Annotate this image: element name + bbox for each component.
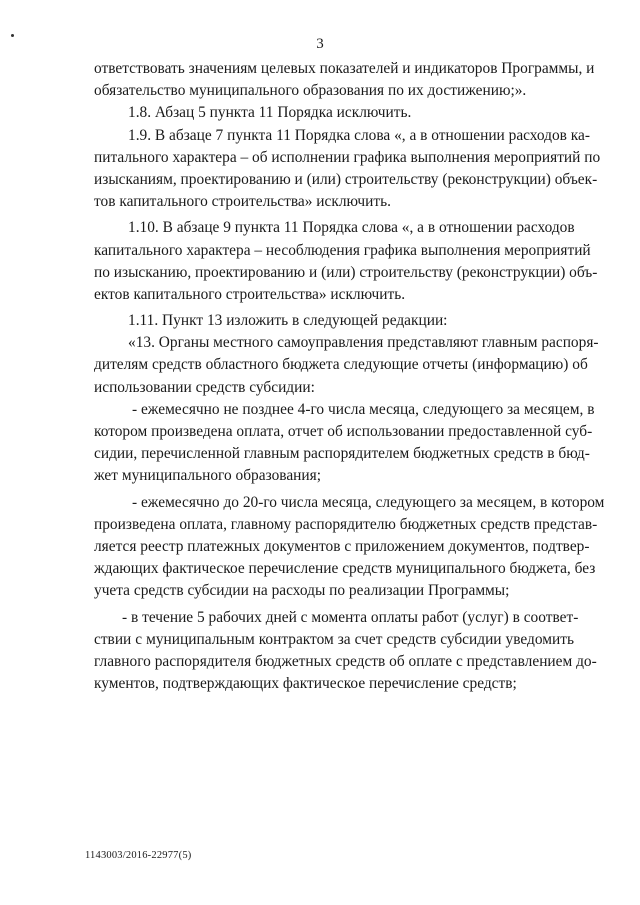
text-line: по изысканию, проектированию и (или) строительству (реконструкции) объ- xyxy=(94,263,598,281)
text-line: обязательство муниципального образования по их достижению;». xyxy=(94,82,527,100)
text-line: учета средств субсидии на расходы по реализации Программы; xyxy=(94,582,510,600)
text-line: котором произведена оплата, отчет об использовании предоставленной суб- xyxy=(94,423,593,440)
text-line: - ежемесячно не позднее 4-го числа месяца, следующего за месяцем, в xyxy=(132,400,595,418)
document-body xyxy=(94,58,605,695)
text-line: ствии с муниципальным контрактом за счет средств субсидии уведомить xyxy=(94,630,574,648)
text-line: кументов, подтверждающих фактическое перечисление средств; xyxy=(94,675,517,693)
text-line: питального характера – об исполнении графика выполнения мероприятий по xyxy=(94,148,601,166)
text-line: «13. Органы местного самоуправления представляют главным распоря- xyxy=(128,334,599,352)
text-line: использовании средств субсидии: xyxy=(94,378,315,396)
text-line: главного распорядителя бюджетных средств об оплате с представлением до- xyxy=(94,652,597,670)
text-line: 1.9. В абзаце 7 пункта 11 Порядка слова «, а в отношении расходов ка- xyxy=(128,126,590,144)
text-line: ляется реестр платежных документов с приложением документов, подтвер- xyxy=(94,537,590,555)
text-line: ждающих фактическое перечисление средств муниципального бюджета, без xyxy=(94,560,596,578)
text-line: 1.10. В абзаце 9 пункта 11 Порядка слова «, а в отношении расходов xyxy=(128,219,575,237)
document-code-footer: 1143003/2016-22977(5) xyxy=(85,850,192,861)
page-number: 3 xyxy=(316,36,324,52)
text-line: 1.8. Абзац 5 пункта 11 Порядка исключить. xyxy=(128,104,412,122)
text-line: капитального характера – несоблюдения графика выполнения мероприятий xyxy=(94,241,591,259)
text-line: ответствовать значениям целевых показателей и индикаторов Программы, и xyxy=(94,60,595,77)
text-line: ектов капитального строительства» исключить. xyxy=(94,285,406,303)
text-line: сидии, перечисленной главным распорядителем бюджетных средств в бюд- xyxy=(94,445,590,463)
text-line: - ежемесячно до 20-го числа месяца, следующего за месяцем, в котором xyxy=(132,493,605,511)
text-line: произведена оплата, главному распорядителю бюджетных средств представ- xyxy=(94,515,598,533)
text-line: изысканиям, проектированию и (или) строительству (реконструкции) объек- xyxy=(94,170,598,188)
text-line: 1.11. Пункт 13 изложить в следующей редакции: xyxy=(128,312,448,330)
text-line: - в течение 5 рабочих дней с момента оплаты работ (услуг) в соответ- xyxy=(122,608,579,626)
text-line: жет муниципального образования; xyxy=(94,467,321,485)
text-line: дителям средств областного бюджета следующие отчеты (информацию) об xyxy=(94,356,588,374)
text-line: тов капитального строительства» исключить. xyxy=(94,193,391,211)
